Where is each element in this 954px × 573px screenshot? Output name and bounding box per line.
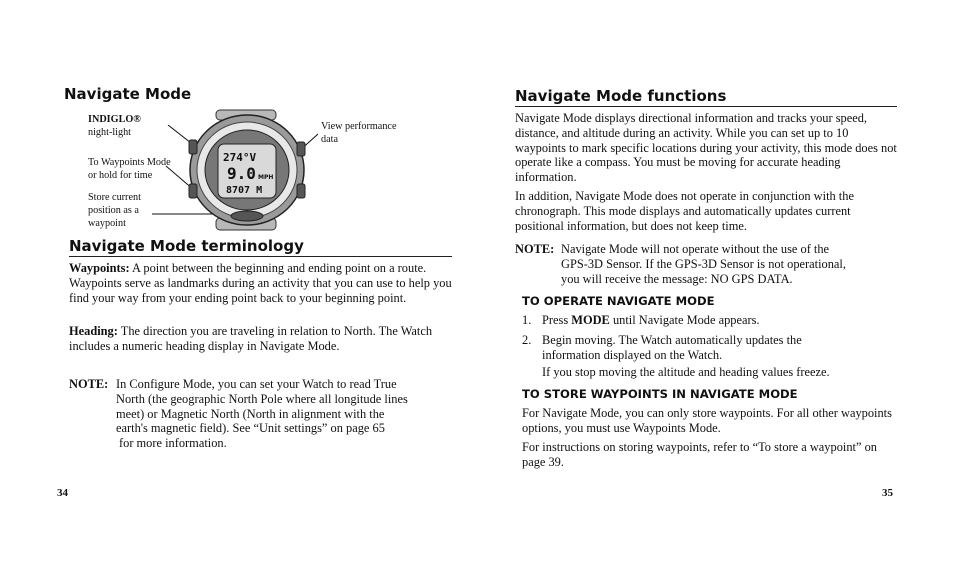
watch-screen-line2-unit: MPH [258, 174, 274, 181]
page-title-left: Navigate Mode [64, 85, 192, 103]
store-para1: For Navigate Mode, you can only store waypoints. For all other waypoints options, you must use Waypoints Mode. [522, 406, 892, 435]
note-left [69, 377, 459, 451]
step-2-number: 2. [522, 332, 532, 347]
callout-store-line1: Store current [88, 192, 141, 203]
functions-heading: Navigate Mode functions [515, 87, 897, 107]
functions-para2: In addition, Navigate Mode does not operate in conjunction with the chronograph. This mode displays and automatically updates current positional information, but does not keep time. [515, 189, 854, 233]
callout-indiglo [88, 113, 141, 139]
waypoints-definition [69, 261, 452, 305]
note-left-line2: North (the geographic North Pole where all longitude lines [116, 391, 408, 406]
step-1-number: 1. [522, 313, 532, 327]
operate-steps [522, 313, 902, 380]
waypoints-term: Waypoints: [69, 261, 130, 275]
callout-indiglo-line2: night-light [88, 127, 132, 138]
callout-store-line2: position as a [88, 205, 139, 216]
callout-store-line3: waypoint [88, 218, 126, 229]
callout-waypoints-line1: To Waypoints Mode [88, 157, 171, 168]
callout-view-line1: View performance [321, 121, 397, 132]
note-right [515, 242, 899, 286]
waypoints-def: A point between the beginning and ending point on a route. Waypoints serve as landmarks during an activity that you can use to help you find your way from your ending point back to your beginning point. [69, 261, 452, 305]
step-2 [522, 333, 902, 380]
callout-waypoints-line2: or hold for time [88, 170, 153, 181]
note-right-line1: Navigate Mode will not operate without the use of the [561, 242, 830, 256]
operate-heading: TO OPERATE NAVIGATE MODE [522, 294, 715, 308]
watch-screen-line1: 274°V [223, 151, 257, 164]
note-right-label: NOTE: [515, 242, 555, 256]
callout-store [88, 191, 141, 230]
step-2-extra: If you stop moving the altitude and heading values freeze. [542, 365, 830, 380]
step-1-pre: Press [542, 313, 569, 327]
watch-illustration [150, 108, 325, 233]
note-left-line5: for more information. [119, 436, 227, 451]
note-right-line2: GPS-3D Sensor. If the GPS-3D Sensor is not operational, [561, 256, 846, 271]
note-right-line3: you will receive the message: NO GPS DATA. [561, 271, 793, 286]
functions-para1: Navigate Mode displays directional information and tracks your speed, distance, and altitude during an activity. While you can set up to 10 waypoints to mark specific locations during your activity, this mode does not operate like a compass. You must be moving for accurate heading information. [515, 111, 897, 185]
note-left-line1: In Configure Mode, you can set your Watch to read True [116, 377, 397, 391]
step-1-post: until Navigate Mode appears. [612, 313, 760, 327]
step-1 [522, 313, 902, 328]
heading-definition [69, 324, 452, 354]
terminology-heading: Navigate Mode terminology [69, 237, 452, 257]
watch-screen-line2: 9.0 [227, 164, 256, 183]
note-left-line3: meet) or Magnetic North (North in alignment with the [116, 406, 385, 421]
store-para2: For instructions on storing waypoints, refer to “To store a waypoint” on page 39. [522, 440, 877, 469]
callout-view-performance [321, 120, 396, 146]
step-2-line2: information displayed on the Watch. [542, 347, 723, 362]
store-heading: TO STORE WAYPOINTS IN NAVIGATE MODE [522, 387, 798, 401]
page-number-right: 35 [882, 487, 893, 499]
step-1-bold: MODE [571, 313, 610, 327]
note-left-label: NOTE: [69, 377, 109, 391]
step-2-line1: Begin moving. The Watch automatically updates the [542, 332, 802, 347]
heading-term: Heading: [69, 324, 118, 338]
page-number-left: 34 [57, 487, 68, 499]
note-left-line4: earth's magnetic field). See “Unit settings” on page 65 [116, 421, 385, 436]
watch-screen-line3: 8707 M [226, 185, 263, 196]
heading-def: The direction you are traveling in relation to North. The Watch includes a numeric heading display in Navigate Mode. [69, 324, 433, 353]
callout-view-line2: data [321, 134, 338, 145]
callout-indiglo-bold: INDIGLO® [88, 114, 141, 125]
